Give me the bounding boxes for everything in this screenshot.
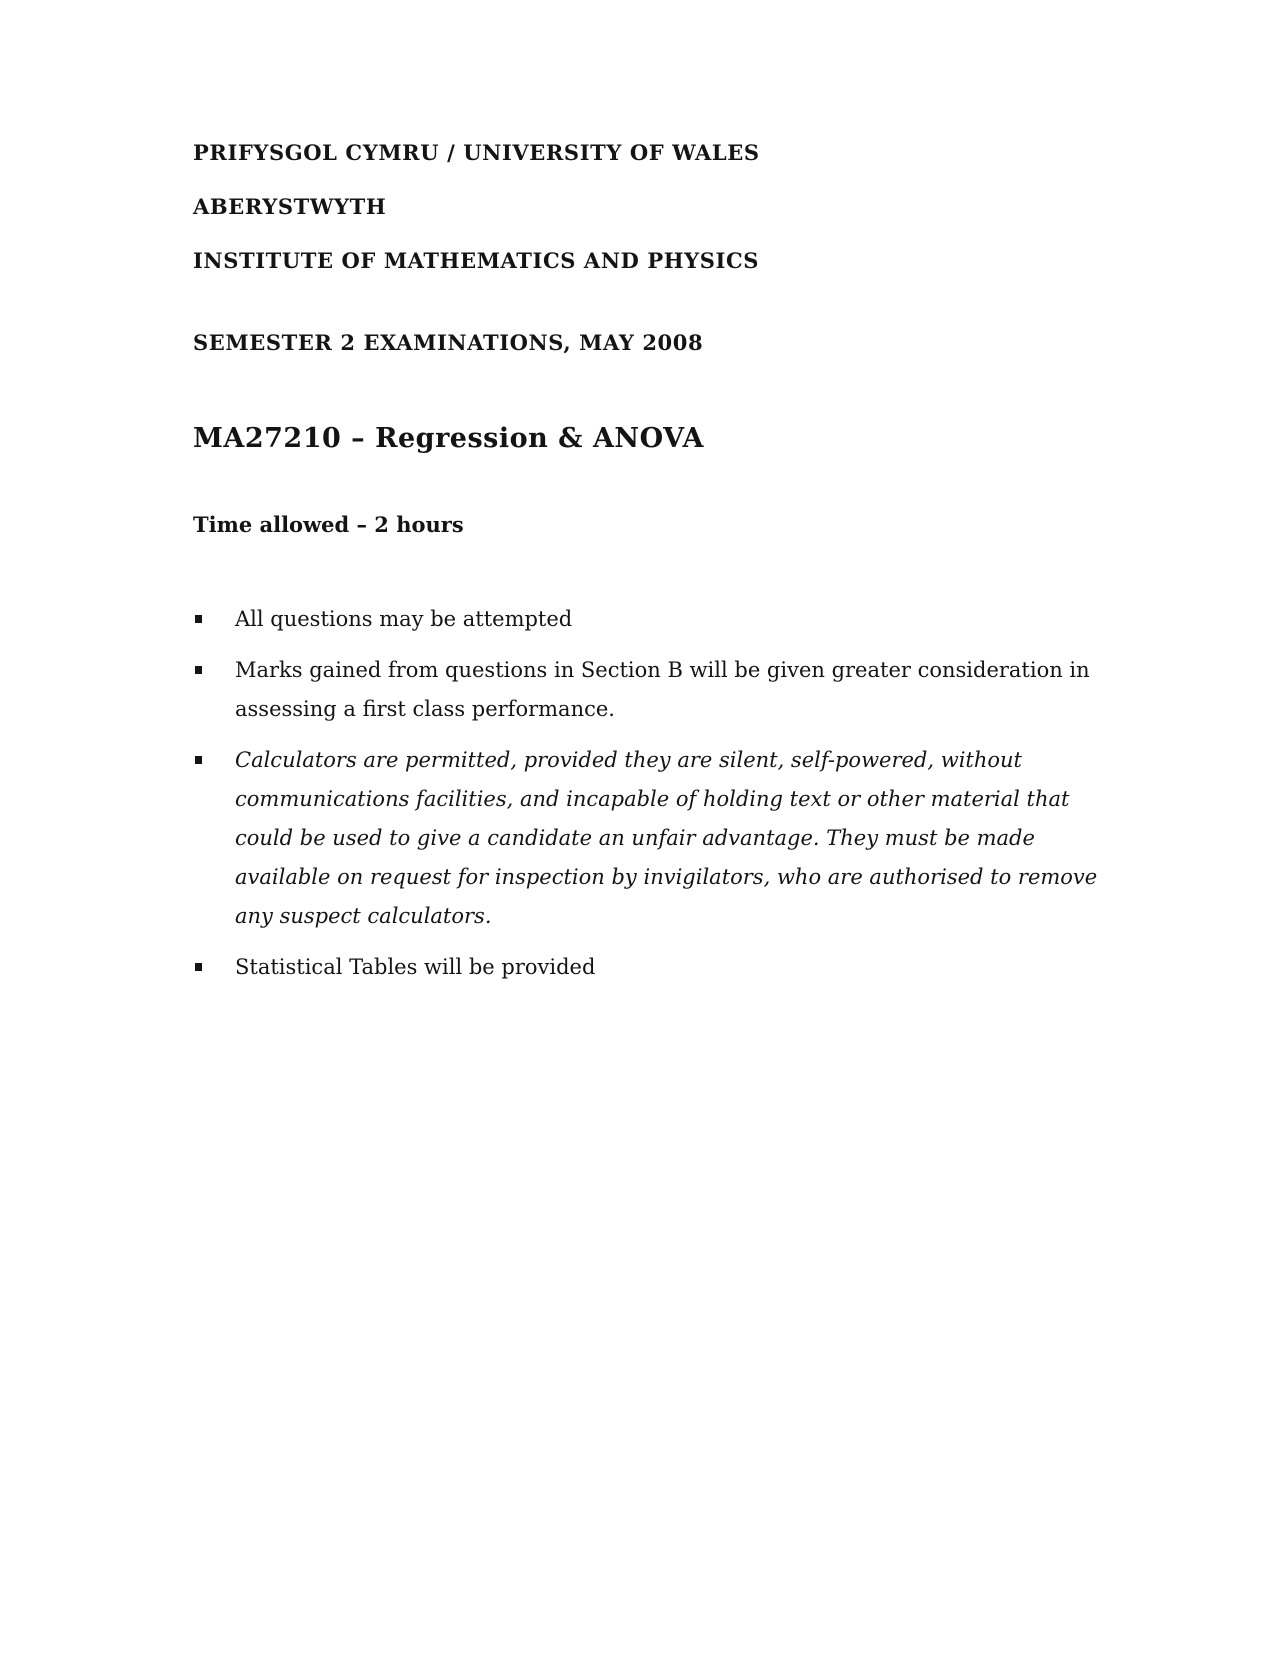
exam-rules-list [193, 600, 1103, 999]
exam-session-heading: SEMESTER 2 EXAMINATIONS, MAY 2008 [193, 330, 704, 355]
campus-heading: ABERYSTWYTH [193, 194, 387, 219]
rule-text: All questions may be attempted [235, 607, 573, 631]
rule-item [193, 651, 1103, 729]
square-bullet-icon [195, 963, 202, 971]
square-bullet-icon [195, 615, 202, 623]
time-allowed: Time allowed – 2 hours [193, 512, 464, 537]
institute-heading: INSTITUTE OF MATHEMATICS AND PHYSICS [193, 248, 760, 273]
square-bullet-icon [195, 666, 202, 674]
rule-text: Statistical Tables will be provided [235, 955, 596, 979]
rule-text: Marks gained from questions in Section B will be given greater consideration in assessing a first class performance. [235, 658, 1090, 721]
rule-item [193, 741, 1103, 936]
rule-item [193, 948, 1103, 987]
rule-item [193, 600, 1103, 639]
square-bullet-icon [195, 756, 202, 764]
course-title: MA27210 – Regression & ANOVA [193, 423, 704, 454]
university-heading: PRIFYSGOL CYMRU / UNIVERSITY OF WALES [193, 140, 760, 165]
rule-text: Calculators are permitted, provided they are silent, self-powered, without communications facilities, and incapable of holding text or other material that could be used to give a candidate an unfair advantage. They must be made available on request for inspection by invigilators, who are authorised to remove any suspect calculators. [235, 748, 1098, 928]
